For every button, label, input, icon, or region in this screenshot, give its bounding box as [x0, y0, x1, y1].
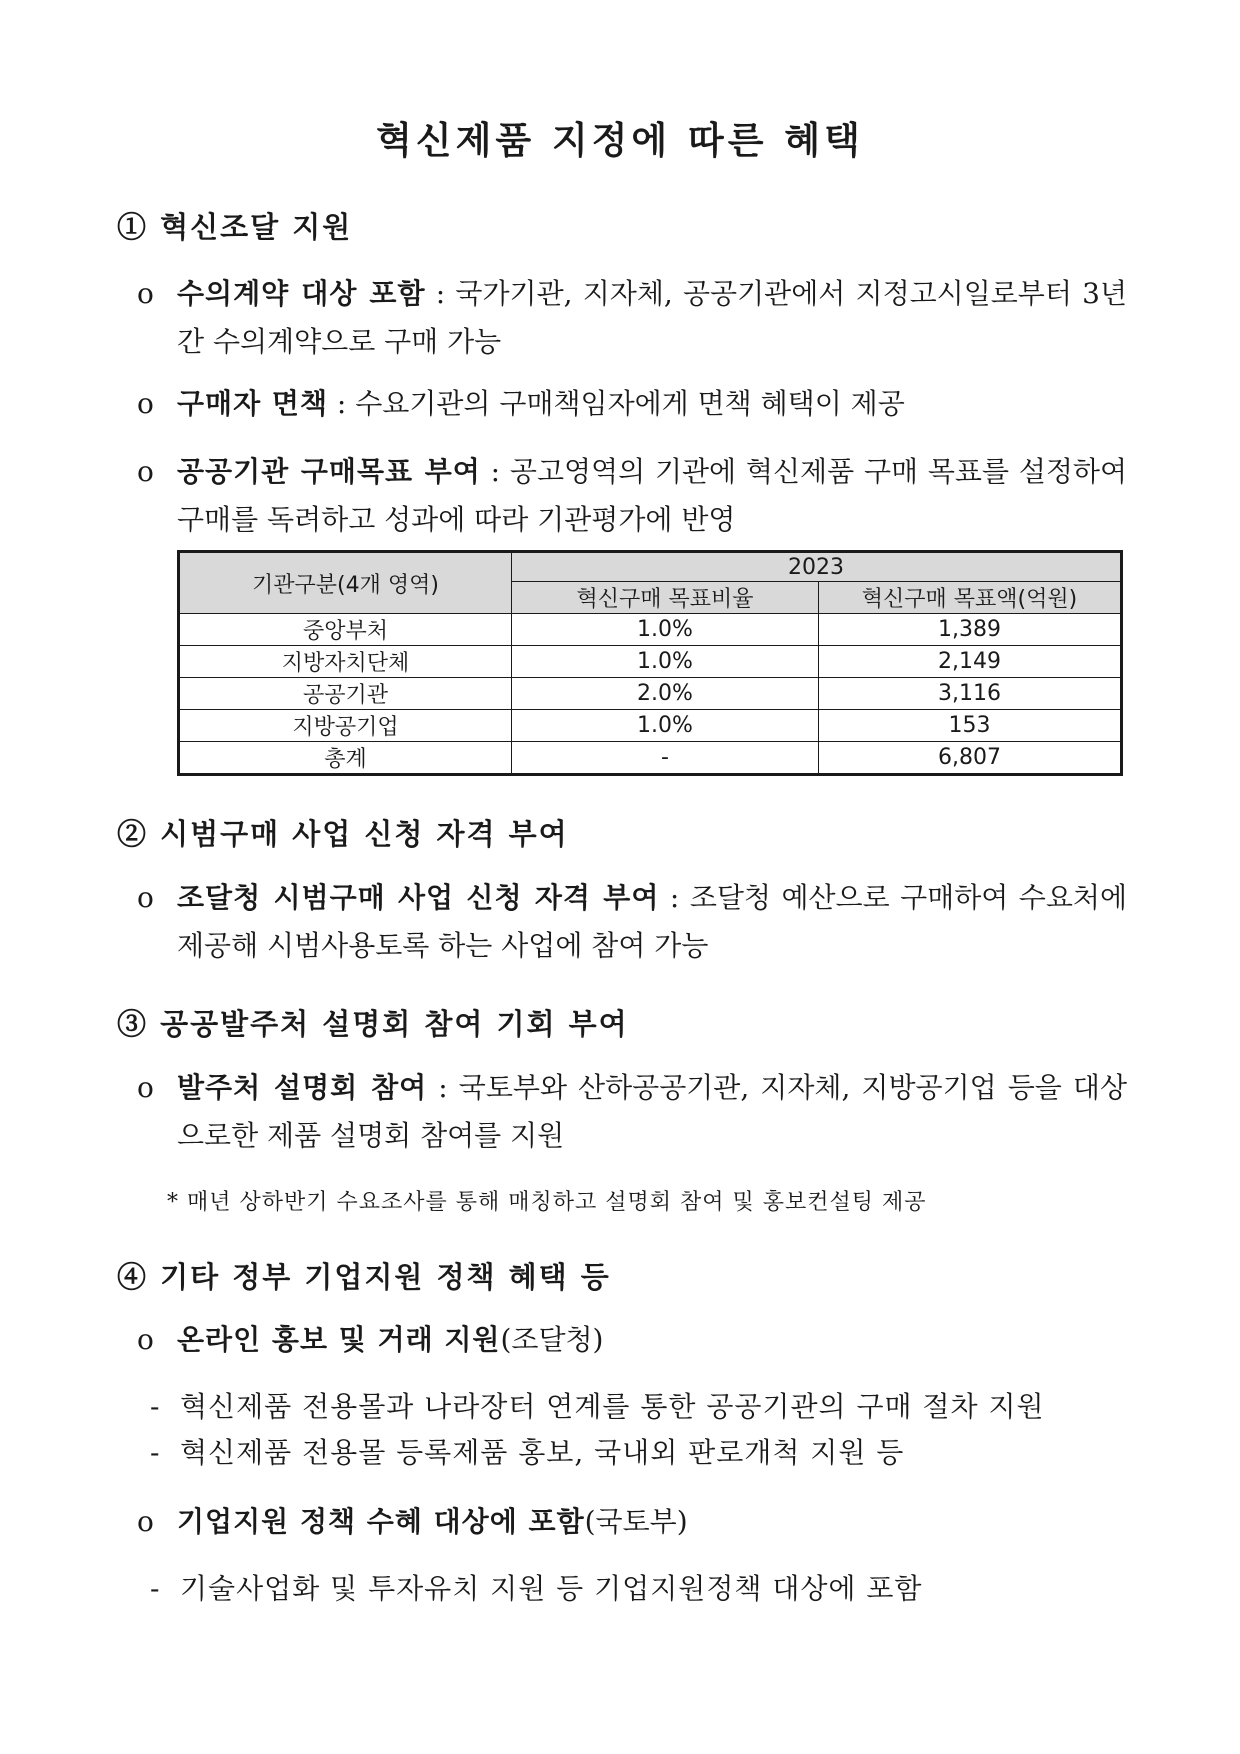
table-cell-ratio: 1.0% — [512, 710, 819, 742]
table-cell-amount: 6,807 — [819, 742, 1122, 775]
table-header-amount: 혁신구매 목표액(억원) — [819, 582, 1122, 614]
table-cell-ratio: 1.0% — [512, 646, 819, 678]
item-text: 국토부와 산하공공기관, 지자체, 지방공기업 등을 대상으로한 제품 설명회 참여를 지원 — [177, 1071, 1127, 1152]
table-header-org: 기관구분(4개 영역) — [179, 552, 512, 614]
table-cell-org: 지방자치단체 — [179, 646, 512, 678]
section-heading-1: ① 혁신조달 지원 — [117, 210, 353, 244]
item-lead: 수의계약 대상 포함 — [177, 277, 426, 310]
table-cell-org: 총계 — [179, 742, 512, 775]
item-text: (조달청) — [500, 1323, 604, 1356]
table-header-ratio: 혁신구매 목표비율 — [512, 582, 819, 614]
item-lead: 발주처 설명회 참여 — [177, 1071, 428, 1104]
table-cell-amount: 153 — [819, 710, 1122, 742]
table-cell-org: 지방공기업 — [179, 710, 512, 742]
item-separator: : — [427, 1071, 459, 1104]
section-heading-4: ④ 기타 정부 기업지원 정책 혜택 등 — [117, 1260, 611, 1294]
item-text: (국토부) — [584, 1505, 688, 1538]
dash-mark: - — [150, 1390, 161, 1423]
bullet-icon: o — [137, 1505, 154, 1538]
item-lead: 기업지원 정책 수혜 대상에 포함 — [177, 1505, 585, 1538]
dash-text: 혁신제품 전용몰 등록제품 홍보, 국내외 판로개척 지원 등 — [180, 1436, 905, 1469]
item-separator: : — [425, 277, 456, 310]
item-text: 국가기관, 지자체, 공공기관에서 지정고시일로부터 3년간 수의계약으로 구매 가능 — [177, 277, 1127, 358]
benefit-item-pilot-purchase — [137, 874, 1127, 970]
item-text: 조달청 예산으로 구매하여 수요처에 제공해 시범사용토록 하는 사업에 참여 가능 — [177, 881, 1127, 962]
benefit-item-buyer-exemption — [137, 380, 1127, 428]
bullet-icon: o — [137, 1323, 154, 1356]
table-row — [179, 614, 1122, 646]
dash-mark: - — [150, 1436, 161, 1469]
item-separator: : — [659, 881, 690, 914]
item-text: 공고영역의 기관에 혁신제품 구매 목표를 설정하여 구매를 독려하고 성과에 따라 기관평가에 반영 — [177, 455, 1128, 536]
benefit-item-purchase-target — [137, 448, 1127, 544]
table-cell-ratio: 2.0% — [512, 678, 819, 710]
bullet-icon: o — [137, 277, 154, 310]
table-row-total — [179, 742, 1122, 775]
bullet-icon: o — [137, 455, 154, 488]
dash-item — [150, 1566, 922, 1612]
page-title: 혁신제품 지정에 따른 혜택 — [376, 118, 864, 162]
footnote: * 매년 상하반기 수요조사를 통해 매칭하고 설명회 참여 및 홍보컨설팅 제공 — [167, 1190, 927, 1215]
section-heading-2: ② 시범구매 사업 신청 자격 부여 — [117, 817, 569, 851]
benefit-item-briefing — [137, 1064, 1127, 1160]
table-cell-amount: 2,149 — [819, 646, 1122, 678]
section-heading-3: ③ 공공발주처 설명회 참여 기회 부여 — [117, 1007, 629, 1041]
purchase-target-table — [177, 550, 1123, 776]
dash-mark: - — [150, 1572, 161, 1605]
item-lead: 구매자 면책 — [177, 387, 328, 420]
item-lead: 온라인 홍보 및 거래 지원 — [177, 1323, 501, 1356]
bullet-icon: o — [137, 387, 154, 420]
table-cell-org: 중앙부처 — [179, 614, 512, 646]
table-row — [179, 710, 1122, 742]
table-cell-org: 공공기관 — [179, 678, 512, 710]
table-cell-amount: 3,116 — [819, 678, 1122, 710]
benefit-item-corporate-support — [137, 1498, 1127, 1546]
table-row — [179, 646, 1122, 678]
table-cell-ratio: - — [512, 742, 819, 775]
item-text: 수요기관의 구매책임자에게 면책 혜택이 제공 — [355, 387, 905, 420]
table-cell-amount: 1,389 — [819, 614, 1122, 646]
table-row — [179, 678, 1122, 710]
item-lead: 공공기관 구매목표 부여 — [177, 455, 481, 488]
benefit-item-online-support — [137, 1316, 1127, 1364]
item-lead: 조달청 시범구매 사업 신청 자격 부여 — [177, 881, 660, 914]
item-separator: : — [328, 387, 356, 420]
bullet-icon: o — [137, 881, 154, 914]
bullet-icon: o — [137, 1071, 154, 1104]
table-cell-ratio: 1.0% — [512, 614, 819, 646]
table-header-year: 2023 — [512, 552, 1122, 582]
benefit-item-private-contract — [137, 270, 1127, 366]
dash-item — [150, 1384, 1045, 1430]
dash-text: 혁신제품 전용몰과 나라장터 연계를 통한 공공기관의 구매 절차 지원 — [180, 1390, 1045, 1423]
item-separator: : — [480, 455, 510, 488]
dash-text: 기술사업화 및 투자유치 지원 등 기업지원정책 대상에 포함 — [180, 1572, 923, 1605]
dash-item — [150, 1430, 904, 1476]
